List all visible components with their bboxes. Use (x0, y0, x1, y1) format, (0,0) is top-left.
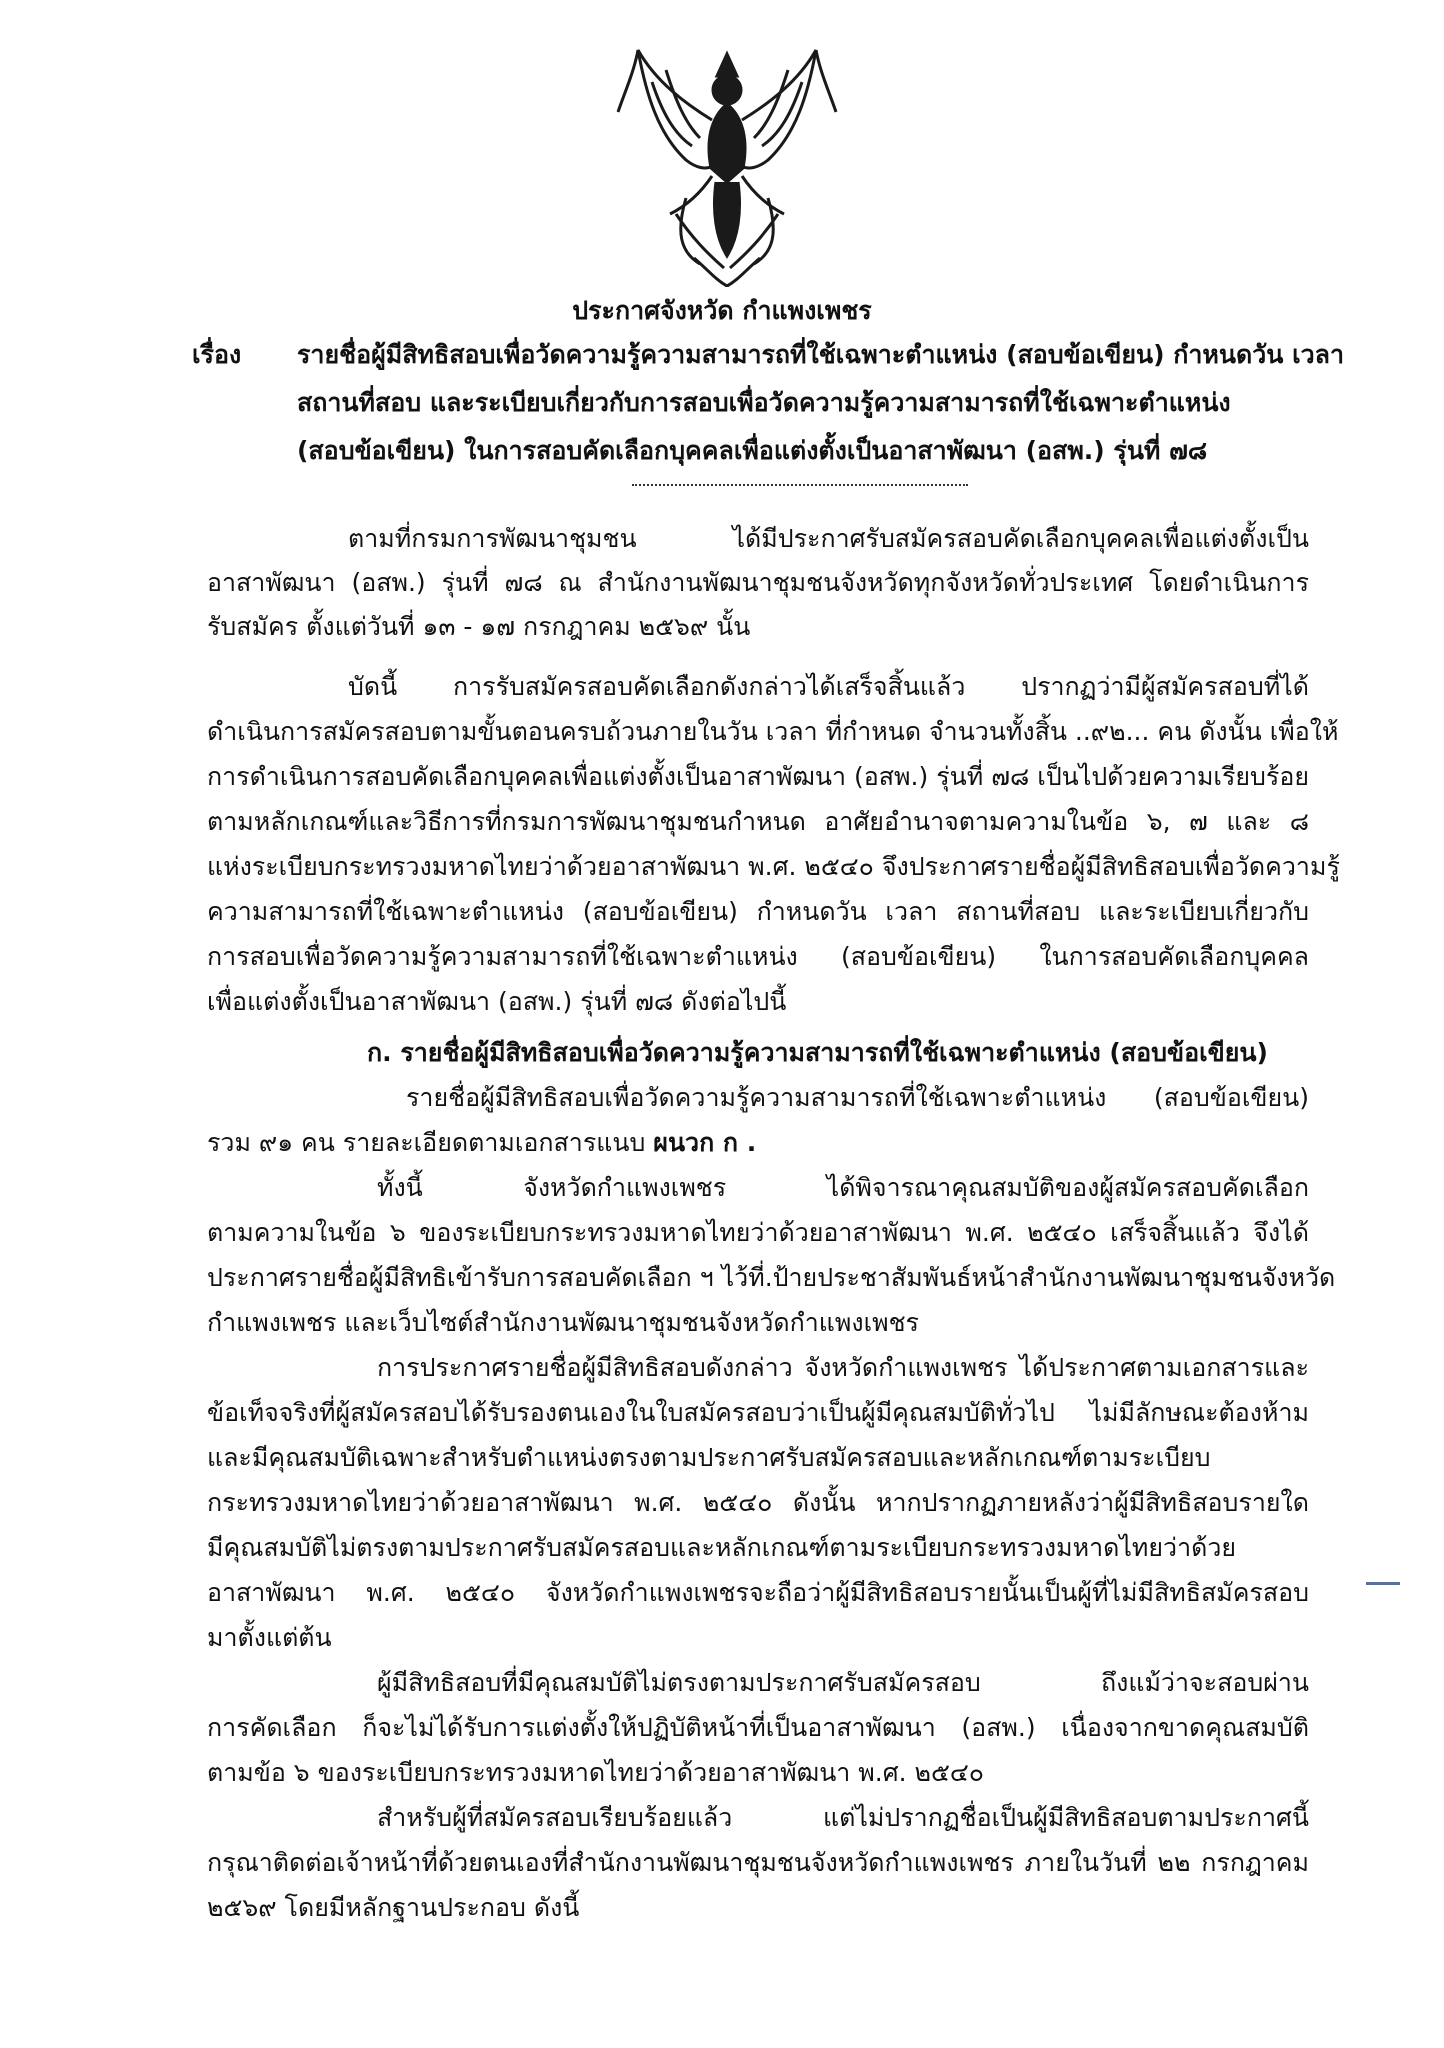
paragraph-line: อาสาพัฒนา พ.ศ. ๒๕๔๐ จังหวัดกำแพงเพชรจะถือว่าผู้มีสิทธิสอบรายนั้นเป็นผู้ที่ไม่มีสิทธิสมัครสอบ (207, 1578, 1309, 1607)
total-count-text: รวม ๙๑ คน รายละเอียดตามเอกสารแนบ (207, 1128, 646, 1157)
paragraph-line: การประกาศรายชื่อผู้มีสิทธิสอบดังกล่าว จังหวัดกำแพงเพชร ได้ประกาศตามเอกสารและ (377, 1353, 1309, 1382)
paragraph-line: ตามที่กรมการพัฒนาชุมชน ได้มีประกาศรับสมัครสอบคัดเลือกบุคคลเพื่อแต่งตั้งเป็น (348, 524, 1309, 553)
paragraph-line (207, 1126, 756, 1160)
paragraph-line: รายชื่อผู้มีสิทธิสอบเพื่อวัดความรู้ความสามารถที่ใช้เฉพาะตำแหน่ง (สอบข้อเขียน) (406, 1083, 1309, 1112)
paragraph-line: กระทรวงมหาดไทยว่าด้วยอาสาพัฒนา พ.ศ. ๒๕๔๐ ดังนั้น หากปรากฏภายหลังว่าผู้มีสิทธิสอบรายใด (207, 1488, 1309, 1517)
margin-pen-mark (1366, 1582, 1400, 1585)
paragraph-line: ข้อเท็จจริงที่ผู้สมัครสอบได้รับรองตนเองในใบสมัครสอบว่าเป็นผู้มีคุณสมบัติทั่วไป ไม่มีลักษณะต้องห้าม (207, 1398, 1309, 1427)
subject-line: สถานที่สอบ และระเบียบเกี่ยวกับการสอบเพื่อวัดความรู้ความสามารถที่ใช้เฉพาะตำแหน่ง (297, 388, 1231, 417)
paragraph-line: ๒๕๖๙ โดยมีหลักฐานประกอบ ดังนี้ (207, 1893, 580, 1922)
attachment-ref: ผนวก ก . (653, 1128, 757, 1157)
paragraph-line: การคัดเลือก ก็จะไม่ได้รับการแต่งตั้งให้ปฏิบัติหน้าที่เป็นอาสาพัฒนา (อสพ.) เนื่องจากขาดคุณสมบัติ (207, 1713, 1309, 1742)
paragraph-line: กรุณาติดต่อเจ้าหน้าที่ด้วยตนเองที่สำนักงานพัฒนาชุมชนจังหวัดกำแพงเพชร ภายในวันที่ ๒๒ กรกฎาคม (207, 1848, 1309, 1877)
paragraph-line: อาสาพัฒนา (อสพ.) รุ่นที่ ๗๘ ณ สำนักงานพัฒนาชุมชนจังหวัดทุกจังหวัดทั่วประเทศ โดยดำเนินการ (207, 568, 1309, 597)
section-heading-a: ก. รายชื่อผู้มีสิทธิสอบเพื่อวัดความรู้ความสามารถที่ใช้เฉพาะตำแหน่ง (สอบข้อเขียน) (367, 1038, 1268, 1067)
paragraph-line: ตามหลักเกณฑ์และวิธีการที่กรมการพัฒนาชุมชนกำหนด อาศัยอำนาจตามความในข้อ ๖, ๗ และ ๘ (207, 807, 1309, 836)
paragraph-line: ประกาศรายชื่อผู้มีสิทธิเข้ารับการสอบคัดเลือก ฯ ไว้ที่.ป้ายประชาสัมพันธ์หน้าสำนักงานพัฒนาชุมชนจังหวัด (207, 1263, 1336, 1292)
paragraph-line: ความสามารถที่ใช้เฉพาะตำแหน่ง (สอบข้อเขียน) กำหนดวัน เวลา สถานที่สอบ และระเบียบเกี่ยวกับ (207, 897, 1309, 926)
paragraph-line: และมีคุณสมบัติเฉพาะสำหรับตำแหน่งตรงตามประกาศรับสมัครสอบและหลักเกณฑ์ตามระเบียบ (207, 1443, 1211, 1472)
paragraph-line: ตามความในข้อ ๖ ของระเบียบกระทรวงมหาดไทยว่าด้วยอาสาพัฒนา พ.ศ. ๒๕๔๐ เสร็จสิ้นแล้ว จึงได้ (207, 1218, 1309, 1247)
paragraph-line: การสอบเพื่อวัดความรู้ความสามารถที่ใช้เฉพาะตำแหน่ง (สอบข้อเขียน) ในการสอบคัดเลือกบุคคล (207, 942, 1309, 971)
subject-line: รายชื่อผู้มีสิทธิสอบเพื่อวัดความรู้ความสามารถที่ใช้เฉพาะตำแหน่ง (สอบข้อเขียน) กำหนดวัน เวลา (297, 340, 1345, 369)
paragraph-line: บัดนี้ การรับสมัครสอบคัดเลือกดังกล่าวได้เสร็จสิ้นแล้ว ปรากฏว่ามีผู้สมัครสอบที่ได้ (348, 672, 1309, 701)
paragraph-line: ทั้งนี้ จังหวัดกำแพงเพชร ได้พิจารณาคุณสมบัติของผู้สมัครสอบคัดเลือก (377, 1173, 1309, 1202)
garuda-emblem (616, 42, 838, 287)
paragraph-line: ดำเนินการสมัครสอบตามขั้นตอนครบถ้วนภายในวัน เวลา ที่กำหนด จำนวนทั้งสิ้น ..๙๒... คน ดังนั้น เพื่อให้ (207, 717, 1339, 746)
subject-label: เรื่อง (192, 340, 242, 369)
paragraph-line: แห่งระเบียบกระทรวงมหาดไทยว่าด้วยอาสาพัฒนา พ.ศ. ๒๕๔๐ จึงประกาศรายชื่อผู้มีสิทธิสอบเพื่อวัดความรู้ (207, 852, 1340, 881)
paragraph-line: มาตั้งแต่ต้น (207, 1623, 332, 1652)
paragraph-line: สำหรับผู้ที่สมัครสอบเรียบร้อยแล้ว แต่ไม่ปรากฏชื่อเป็นผู้มีสิทธิสอบตามประกาศนี้ (377, 1803, 1309, 1832)
subject-line: (สอบข้อเขียน) ในการสอบคัดเลือกบุคคลเพื่อแต่งตั้งเป็นอาสาพัฒนา (อสพ.) รุ่นที่ ๗๘ (297, 436, 1208, 465)
paragraph-line: มีคุณสมบัติไม่ตรงตามประกาศรับสมัครสอบและหลักเกณฑ์ตามระเบียบกระทรวงมหาดไทยว่าด้วย (207, 1533, 1237, 1562)
paragraph-line: ผู้มีสิทธิสอบที่มีคุณสมบัติไม่ตรงตามประกาศรับสมัครสอบ ถึงแม้ว่าจะสอบผ่าน (377, 1668, 1309, 1697)
paragraph-line: ตามข้อ ๖ ของระเบียบกระทรวงมหาดไทยว่าด้วยอาสาพัฒนา พ.ศ. ๒๕๔๐ (207, 1758, 985, 1787)
announcement-title: ประกาศจังหวัด กำแพงเพชร (572, 296, 872, 325)
paragraph-line: รับสมัคร ตั้งแต่วันที่ ๑๓ - ๑๗ กรกฎาคม ๒๕๖๙ นั้น (207, 612, 751, 641)
paragraph-line: กำแพงเพชร และเว็บไซต์สำนักงานพัฒนาชุมชนจังหวัดกำแพงเพชร (207, 1308, 919, 1337)
dotted-separator (632, 484, 968, 486)
paragraph-line: การดำเนินการสอบคัดเลือกบุคคลเพื่อแต่งตั้งเป็นอาสาพัฒนา (อสพ.) รุ่นที่ ๗๘ เป็นไปด้วยความเรียบร้อย (207, 762, 1309, 791)
paragraph-line: เพื่อแต่งตั้งเป็นอาสาพัฒนา (อสพ.) รุ่นที่ ๗๘ ดังต่อไปนี้ (207, 987, 787, 1016)
